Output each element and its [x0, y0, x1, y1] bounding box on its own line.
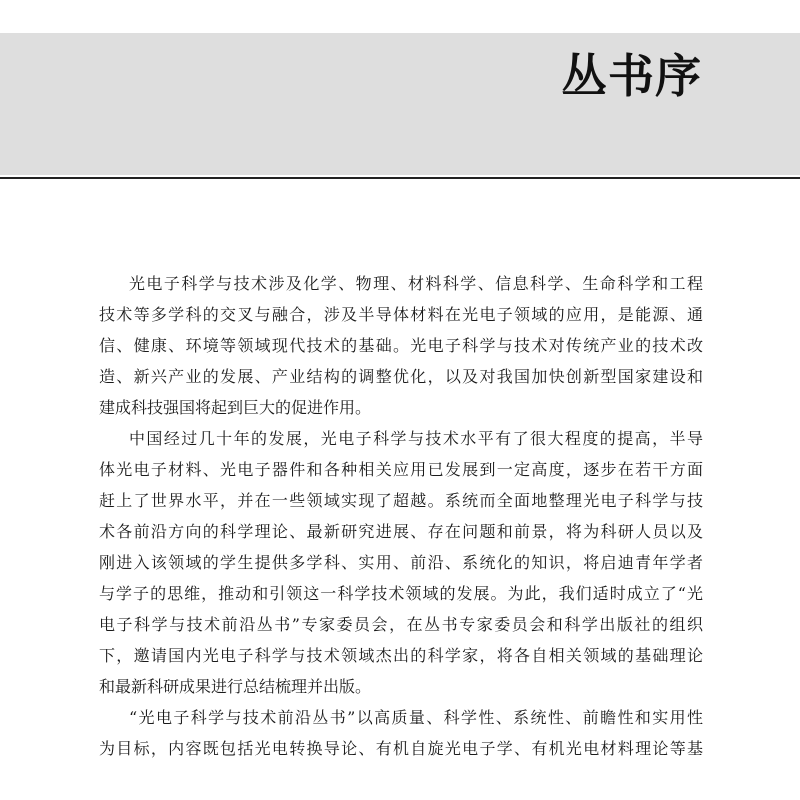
text-line: 信、健康、环境等领域现代技术的基础。光电子科学与技术对传统产业的技术改	[99, 336, 703, 355]
body-text	[99, 268, 703, 764]
text-line: 下，邀请国内光电子科学与技术领域杰出的科学家，将各自相关领域的基础理论	[99, 646, 703, 665]
paragraph	[99, 702, 703, 764]
text-line: 刚进入该领域的学生提供多学科、实用、前沿、系统化的知识，将启迪青年学者	[99, 553, 703, 572]
header-divider	[0, 177, 800, 179]
text-line: 中国经过几十年的发展，光电子科学与技术水平有了很大程度的提高，半导	[129, 429, 703, 448]
text-line: 技术等多学科的交叉与融合，涉及半导体材料在光电子领域的应用，是能源、通	[99, 305, 703, 324]
text-line: 光电子科学与技术涉及化学、物理、材料科学、信息科学、生命科学和工程	[129, 274, 703, 293]
paragraph	[99, 268, 703, 423]
page-title: 丛书序	[561, 49, 702, 103]
text-line: 造、新兴产业的发展、产业结构的调整优化，以及对我国加快创新型国家建设和	[99, 367, 703, 386]
paragraph	[99, 423, 703, 702]
text-line: 赶上了世界水平，并在一些领域实现了超越。系统而全面地整理光电子科学与技	[99, 491, 703, 510]
text-line: 和最新科研成果进行总结梳理并出版。	[99, 677, 372, 696]
text-line: 电子科学与技术前沿丛书”专家委员会，在丛书专家委员会和科学出版社的组织	[99, 615, 703, 634]
text-line: “光电子科学与技术前沿丛书”以高质量、科学性、系统性、前瞻性和实用性	[129, 708, 703, 727]
text-line: 为目标，内容既包括光电转换导论、有机自旋光电子学、有机光电材料理论等基	[99, 739, 703, 758]
text-line: 建成科技强国将起到巨大的促进作用。	[99, 398, 372, 417]
text-line: 术各前沿方向的科学理论、最新研究进展、存在问题和前景，将为科研人员以及	[99, 522, 703, 541]
text-line: 与学子的思维，推动和引领这一科学技术领域的发展。为此，我们适时成立了“光	[99, 584, 703, 603]
text-line: 体光电子材料、光电子器件和各种相关应用已发展到一定高度，逐步在若干方面	[99, 460, 703, 479]
